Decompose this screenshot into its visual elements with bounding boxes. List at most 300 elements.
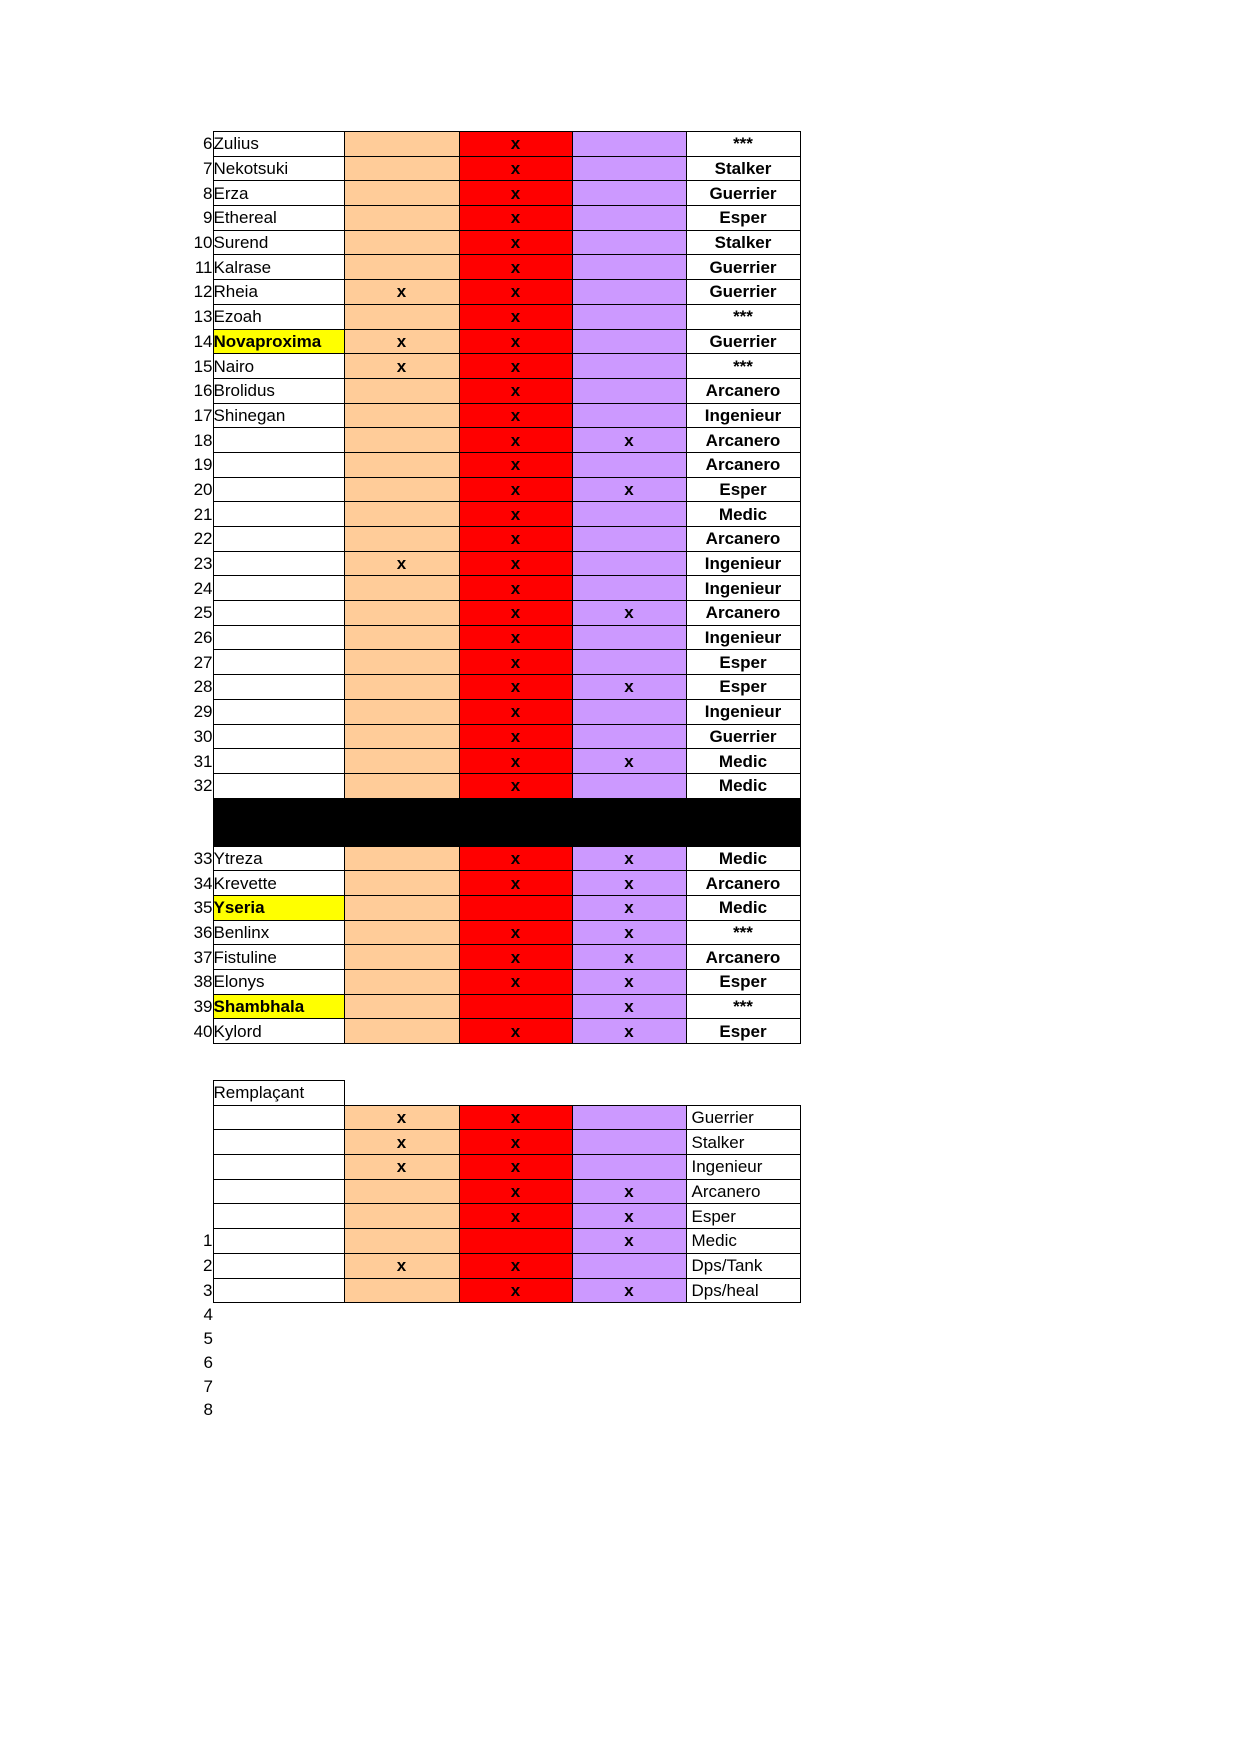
orange-availability-cell bbox=[344, 181, 459, 206]
orange-availability-cell bbox=[344, 206, 459, 231]
class-cell: Esper bbox=[686, 1204, 800, 1229]
red-availability-cell: x bbox=[459, 206, 572, 231]
replacement-header-label: Remplaçant bbox=[213, 1081, 344, 1106]
player-name-cell bbox=[213, 527, 344, 552]
table-row bbox=[177, 724, 800, 749]
red-availability-cell bbox=[459, 895, 572, 920]
red-availability-cell: x bbox=[459, 1278, 572, 1303]
purple-availability-cell bbox=[572, 280, 686, 305]
table-row bbox=[177, 1179, 800, 1204]
replacement-body bbox=[177, 1081, 800, 1422]
table-row bbox=[177, 895, 800, 920]
red-availability-cell: x bbox=[459, 452, 572, 477]
table-row bbox=[177, 551, 800, 576]
purple-availability-cell: x bbox=[572, 1179, 686, 1204]
red-availability-cell: x bbox=[459, 773, 572, 798]
player-name-cell bbox=[213, 601, 344, 626]
purple-availability-cell bbox=[572, 650, 686, 675]
purple-availability-cell bbox=[572, 773, 686, 798]
row-number-cell: 5 bbox=[203, 1329, 213, 1349]
class-cell: Arcanero bbox=[686, 945, 800, 970]
table-row bbox=[177, 1229, 800, 1254]
table-row bbox=[177, 378, 800, 403]
table-row bbox=[177, 354, 800, 379]
orange-availability-cell bbox=[344, 527, 459, 552]
player-name-cell bbox=[213, 625, 344, 650]
orange-availability-cell bbox=[344, 156, 459, 181]
class-cell: *** bbox=[686, 354, 800, 379]
player-name-cell bbox=[213, 1204, 344, 1229]
orange-availability-cell bbox=[344, 724, 459, 749]
row-number-cell bbox=[177, 1130, 213, 1155]
trailing-number-row bbox=[177, 1303, 800, 1327]
row-number-cell: 15 bbox=[193, 356, 213, 376]
row-number-cell: 6 bbox=[203, 1352, 213, 1372]
class-cell: Dps/heal bbox=[686, 1278, 800, 1303]
purple-availability-cell bbox=[572, 527, 686, 552]
purple-availability-cell bbox=[572, 1130, 686, 1155]
table-row bbox=[177, 994, 800, 1019]
class-cell: Arcanero bbox=[686, 452, 800, 477]
purple-availability-cell bbox=[572, 255, 686, 280]
red-availability-cell: x bbox=[459, 846, 572, 871]
purple-availability-cell bbox=[572, 1155, 686, 1180]
purple-availability-cell bbox=[572, 699, 686, 724]
player-name-cell bbox=[213, 1130, 344, 1155]
table-row bbox=[177, 871, 800, 896]
red-availability-cell: x bbox=[459, 625, 572, 650]
orange-availability-cell bbox=[344, 846, 459, 871]
purple-availability-cell: x bbox=[572, 895, 686, 920]
red-availability-cell: x bbox=[459, 945, 572, 970]
player-name-cell bbox=[213, 551, 344, 576]
red-availability-cell: x bbox=[459, 1105, 572, 1130]
row-number-cell: 11 bbox=[194, 257, 213, 277]
orange-availability-cell bbox=[344, 428, 459, 453]
replacement-table bbox=[177, 1080, 801, 1422]
row-number-cell: 25 bbox=[193, 603, 213, 623]
table-row bbox=[177, 502, 800, 527]
player-name-cell: Ezoah bbox=[213, 304, 344, 329]
table-row bbox=[177, 1130, 800, 1155]
class-cell: Arcanero bbox=[686, 601, 800, 626]
purple-availability-cell: x bbox=[572, 1019, 686, 1044]
player-name-cell: Krevette bbox=[213, 871, 344, 896]
row-number-cell: 30 bbox=[193, 726, 213, 746]
player-name-cell bbox=[213, 1179, 344, 1204]
player-name-cell: Nairo bbox=[213, 354, 344, 379]
player-name-cell bbox=[213, 1229, 344, 1254]
player-name-cell: Nekotsuki bbox=[213, 156, 344, 181]
table-row bbox=[177, 428, 800, 453]
row-number-cell: 3 bbox=[203, 1280, 213, 1300]
player-name-cell: Ethereal bbox=[213, 206, 344, 231]
orange-availability-cell bbox=[344, 1278, 459, 1303]
table-row bbox=[177, 970, 800, 995]
purple-availability-cell bbox=[572, 304, 686, 329]
table-row bbox=[177, 132, 800, 157]
table-row bbox=[177, 477, 800, 502]
purple-availability-cell bbox=[572, 156, 686, 181]
class-cell: Esper bbox=[686, 1019, 800, 1044]
row-number-cell: 40 bbox=[193, 1021, 213, 1041]
orange-availability-cell bbox=[344, 773, 459, 798]
player-name-cell: Ytreza bbox=[213, 846, 344, 871]
class-cell: Ingenieur bbox=[686, 403, 800, 428]
red-availability-cell: x bbox=[459, 675, 572, 700]
table-row bbox=[177, 749, 800, 774]
row-number-cell: 31 bbox=[193, 751, 213, 771]
row-number-cell bbox=[177, 1081, 213, 1106]
orange-availability-cell bbox=[344, 1019, 459, 1044]
orange-availability-cell bbox=[344, 895, 459, 920]
empty-area bbox=[213, 1303, 800, 1327]
orange-availability-cell bbox=[344, 625, 459, 650]
table-row bbox=[177, 650, 800, 675]
red-availability-cell: x bbox=[459, 428, 572, 453]
row-number-cell: 1 bbox=[203, 1231, 213, 1251]
class-cell: Medic bbox=[686, 895, 800, 920]
red-availability-cell bbox=[459, 994, 572, 1019]
purple-availability-cell: x bbox=[572, 970, 686, 995]
red-availability-cell: x bbox=[459, 181, 572, 206]
class-cell: Esper bbox=[686, 970, 800, 995]
class-cell: Medic bbox=[686, 1229, 800, 1254]
red-availability-cell: x bbox=[459, 699, 572, 724]
class-cell: Stalker bbox=[686, 156, 800, 181]
red-availability-cell: x bbox=[459, 255, 572, 280]
purple-availability-cell: x bbox=[572, 871, 686, 896]
row-number-cell: 19 bbox=[193, 455, 213, 475]
row-number-cell: 7 bbox=[203, 159, 213, 179]
purple-availability-cell bbox=[572, 230, 686, 255]
table-row bbox=[177, 181, 800, 206]
orange-availability-cell: x bbox=[344, 354, 459, 379]
red-availability-cell: x bbox=[459, 576, 572, 601]
player-name-cell bbox=[213, 576, 344, 601]
row-number-cell: 4 bbox=[203, 1305, 213, 1325]
red-availability-cell: x bbox=[459, 1204, 572, 1229]
row-number-cell: 26 bbox=[193, 628, 213, 648]
red-availability-cell: x bbox=[459, 749, 572, 774]
orange-availability-cell bbox=[344, 230, 459, 255]
player-name-cell bbox=[213, 452, 344, 477]
row-number-cell bbox=[177, 1105, 213, 1130]
row-number-cell: 37 bbox=[193, 947, 213, 967]
purple-availability-cell: x bbox=[572, 675, 686, 700]
class-cell: Stalker bbox=[686, 230, 800, 255]
row-number-cell: 35 bbox=[193, 898, 213, 918]
table-row bbox=[177, 846, 800, 871]
row-number-cell: 32 bbox=[193, 776, 213, 796]
table-row bbox=[177, 1019, 800, 1044]
table-row bbox=[177, 452, 800, 477]
orange-availability-cell bbox=[344, 378, 459, 403]
red-availability-cell: x bbox=[459, 477, 572, 502]
separator-row bbox=[177, 798, 800, 846]
empty-area bbox=[344, 1081, 800, 1106]
purple-availability-cell bbox=[572, 181, 686, 206]
empty-area bbox=[213, 1327, 800, 1351]
purple-availability-cell bbox=[572, 1105, 686, 1130]
purple-availability-cell bbox=[572, 403, 686, 428]
orange-availability-cell bbox=[344, 304, 459, 329]
red-availability-cell: x bbox=[459, 329, 572, 354]
orange-availability-cell bbox=[344, 477, 459, 502]
orange-availability-cell: x bbox=[344, 1253, 459, 1278]
orange-availability-cell bbox=[344, 452, 459, 477]
class-cell: Ingenieur bbox=[686, 576, 800, 601]
class-cell: Guerrier bbox=[686, 329, 800, 354]
purple-availability-cell bbox=[572, 1253, 686, 1278]
purple-availability-cell: x bbox=[572, 920, 686, 945]
row-number-cell bbox=[177, 1204, 213, 1229]
class-cell: Stalker bbox=[686, 1130, 800, 1155]
orange-availability-cell bbox=[344, 403, 459, 428]
table-row bbox=[177, 255, 800, 280]
red-availability-cell: x bbox=[459, 527, 572, 552]
red-availability-cell: x bbox=[459, 1155, 572, 1180]
trailing-number-row bbox=[177, 1327, 800, 1351]
orange-availability-cell bbox=[344, 601, 459, 626]
purple-availability-cell: x bbox=[572, 749, 686, 774]
row-number-cell: 36 bbox=[193, 922, 213, 942]
red-availability-cell: x bbox=[459, 1019, 572, 1044]
table-row bbox=[177, 675, 800, 700]
purple-availability-cell: x bbox=[572, 994, 686, 1019]
red-availability-cell: x bbox=[459, 403, 572, 428]
player-name-cell: Benlinx bbox=[213, 920, 344, 945]
row-number-cell: 14 bbox=[193, 331, 213, 351]
class-cell: Esper bbox=[686, 675, 800, 700]
row-number-cell: 33 bbox=[193, 848, 213, 868]
purple-availability-cell bbox=[572, 452, 686, 477]
table-row bbox=[177, 699, 800, 724]
red-availability-cell: x bbox=[459, 156, 572, 181]
orange-availability-cell bbox=[344, 871, 459, 896]
table-row bbox=[177, 403, 800, 428]
purple-availability-cell bbox=[572, 724, 686, 749]
class-cell: Ingenieur bbox=[686, 625, 800, 650]
row-number-cell: 21 bbox=[193, 504, 213, 524]
class-cell: *** bbox=[686, 132, 800, 157]
purple-availability-cell bbox=[572, 576, 686, 601]
red-availability-cell: x bbox=[459, 551, 572, 576]
player-name-cell: Kalrase bbox=[213, 255, 344, 280]
class-cell: Esper bbox=[686, 477, 800, 502]
player-name-cell bbox=[213, 477, 344, 502]
orange-availability-cell bbox=[344, 945, 459, 970]
class-cell: Guerrier bbox=[686, 1105, 800, 1130]
table-row bbox=[177, 1105, 800, 1130]
table-row bbox=[177, 1253, 800, 1278]
orange-availability-cell bbox=[344, 650, 459, 675]
trailing-number-row bbox=[177, 1398, 800, 1422]
player-name-cell bbox=[213, 650, 344, 675]
row-number-cell: 16 bbox=[193, 381, 213, 401]
orange-availability-cell bbox=[344, 699, 459, 724]
table-row bbox=[177, 920, 800, 945]
class-cell: Guerrier bbox=[686, 724, 800, 749]
player-name-cell: Erza bbox=[213, 181, 344, 206]
class-cell: Esper bbox=[686, 650, 800, 675]
class-cell: Arcanero bbox=[686, 378, 800, 403]
player-name-cell bbox=[213, 428, 344, 453]
purple-availability-cell: x bbox=[572, 945, 686, 970]
row-number-cell: 9 bbox=[203, 208, 213, 228]
class-cell: Medic bbox=[686, 749, 800, 774]
table-row bbox=[177, 206, 800, 231]
row-number-cell: 39 bbox=[193, 997, 213, 1017]
red-availability-cell: x bbox=[459, 502, 572, 527]
red-availability-cell: x bbox=[459, 304, 572, 329]
table-row bbox=[177, 329, 800, 354]
table-row bbox=[177, 625, 800, 650]
orange-availability-cell bbox=[344, 132, 459, 157]
class-cell: Guerrier bbox=[686, 181, 800, 206]
main-roster-body bbox=[177, 132, 800, 1044]
player-name-cell: Brolidus bbox=[213, 378, 344, 403]
orange-availability-cell bbox=[344, 1179, 459, 1204]
orange-availability-cell bbox=[344, 1229, 459, 1254]
table-row bbox=[177, 773, 800, 798]
player-name-cell bbox=[213, 1278, 344, 1303]
row-number-cell: 8 bbox=[203, 1400, 213, 1420]
table-row bbox=[177, 1278, 800, 1303]
main-roster-table bbox=[177, 131, 801, 1044]
orange-availability-cell: x bbox=[344, 280, 459, 305]
table-row bbox=[177, 576, 800, 601]
red-availability-cell: x bbox=[459, 230, 572, 255]
row-number-cell: 10 bbox=[193, 233, 213, 253]
purple-availability-cell bbox=[572, 132, 686, 157]
red-availability-cell: x bbox=[459, 1253, 572, 1278]
red-availability-cell: x bbox=[459, 724, 572, 749]
red-availability-cell: x bbox=[459, 378, 572, 403]
orange-availability-cell bbox=[344, 1204, 459, 1229]
purple-availability-cell: x bbox=[572, 601, 686, 626]
class-cell: Dps/Tank bbox=[686, 1253, 800, 1278]
table-row bbox=[177, 945, 800, 970]
orange-availability-cell bbox=[344, 994, 459, 1019]
class-cell: Medic bbox=[686, 773, 800, 798]
player-name-cell: Novaproxima bbox=[213, 329, 344, 354]
purple-availability-cell bbox=[572, 354, 686, 379]
table-row bbox=[177, 601, 800, 626]
table-row bbox=[177, 280, 800, 305]
purple-availability-cell: x bbox=[572, 846, 686, 871]
row-number-cell: 13 bbox=[193, 307, 213, 327]
red-availability-cell: x bbox=[459, 1179, 572, 1204]
row-number-cell: 38 bbox=[193, 972, 213, 992]
red-availability-cell: x bbox=[459, 970, 572, 995]
player-name-cell bbox=[213, 773, 344, 798]
class-cell: Arcanero bbox=[686, 871, 800, 896]
player-name-cell: Rheia bbox=[213, 280, 344, 305]
row-number-cell: 22 bbox=[193, 529, 213, 549]
player-name-cell bbox=[213, 502, 344, 527]
row-number-cell: 17 bbox=[193, 405, 213, 425]
purple-availability-cell bbox=[572, 206, 686, 231]
class-cell: Esper bbox=[686, 206, 800, 231]
table-row bbox=[177, 1155, 800, 1180]
purple-availability-cell bbox=[572, 502, 686, 527]
class-cell: Ingenieur bbox=[686, 551, 800, 576]
purple-availability-cell bbox=[572, 329, 686, 354]
replacement-header-row bbox=[177, 1081, 800, 1106]
row-number-cell: 34 bbox=[193, 873, 213, 893]
table-row bbox=[177, 156, 800, 181]
player-name-cell bbox=[213, 699, 344, 724]
player-name-cell: Kylord bbox=[213, 1019, 344, 1044]
row-number-cell: 6 bbox=[203, 134, 213, 154]
table-row bbox=[177, 230, 800, 255]
red-availability-cell bbox=[459, 1229, 572, 1254]
red-availability-cell: x bbox=[459, 1130, 572, 1155]
orange-availability-cell: x bbox=[344, 551, 459, 576]
player-name-cell bbox=[213, 724, 344, 749]
orange-availability-cell bbox=[344, 576, 459, 601]
purple-availability-cell: x bbox=[572, 428, 686, 453]
purple-availability-cell bbox=[572, 625, 686, 650]
red-availability-cell: x bbox=[459, 354, 572, 379]
red-availability-cell: x bbox=[459, 871, 572, 896]
row-number-cell: 12 bbox=[193, 282, 213, 302]
player-name-cell bbox=[213, 675, 344, 700]
player-name-cell: Yseria bbox=[213, 895, 344, 920]
red-availability-cell: x bbox=[459, 920, 572, 945]
class-cell: *** bbox=[686, 920, 800, 945]
player-name-cell bbox=[213, 1155, 344, 1180]
row-number-cell bbox=[177, 1155, 213, 1180]
purple-availability-cell: x bbox=[572, 1229, 686, 1254]
black-separator-band bbox=[213, 798, 800, 846]
table-row bbox=[177, 1204, 800, 1229]
purple-availability-cell bbox=[572, 378, 686, 403]
player-name-cell bbox=[213, 749, 344, 774]
class-cell: Medic bbox=[686, 846, 800, 871]
row-number-cell: 23 bbox=[193, 554, 213, 574]
class-cell: Ingenieur bbox=[686, 1155, 800, 1180]
row-number-cell: 8 bbox=[203, 183, 213, 203]
row-number-cell: 24 bbox=[193, 578, 213, 598]
row-number-cell: 7 bbox=[203, 1376, 213, 1396]
orange-availability-cell: x bbox=[344, 1155, 459, 1180]
row-number-cell: 20 bbox=[193, 479, 213, 499]
class-cell: Guerrier bbox=[686, 255, 800, 280]
orange-availability-cell bbox=[344, 970, 459, 995]
purple-availability-cell bbox=[572, 551, 686, 576]
empty-area bbox=[213, 1351, 800, 1375]
orange-availability-cell: x bbox=[344, 1105, 459, 1130]
row-number-cell: 28 bbox=[193, 677, 213, 697]
class-cell: Guerrier bbox=[686, 280, 800, 305]
player-name-cell bbox=[213, 1105, 344, 1130]
class-cell: *** bbox=[686, 994, 800, 1019]
row-number-cell: 29 bbox=[193, 702, 213, 722]
orange-availability-cell bbox=[344, 502, 459, 527]
row-number-cell bbox=[177, 798, 213, 846]
red-availability-cell: x bbox=[459, 650, 572, 675]
trailing-number-row bbox=[177, 1351, 800, 1375]
empty-area bbox=[213, 1398, 800, 1422]
orange-availability-cell bbox=[344, 255, 459, 280]
orange-availability-cell bbox=[344, 675, 459, 700]
row-number-cell bbox=[177, 1179, 213, 1204]
player-name-cell: Surend bbox=[213, 230, 344, 255]
orange-availability-cell: x bbox=[344, 1130, 459, 1155]
table-row bbox=[177, 304, 800, 329]
